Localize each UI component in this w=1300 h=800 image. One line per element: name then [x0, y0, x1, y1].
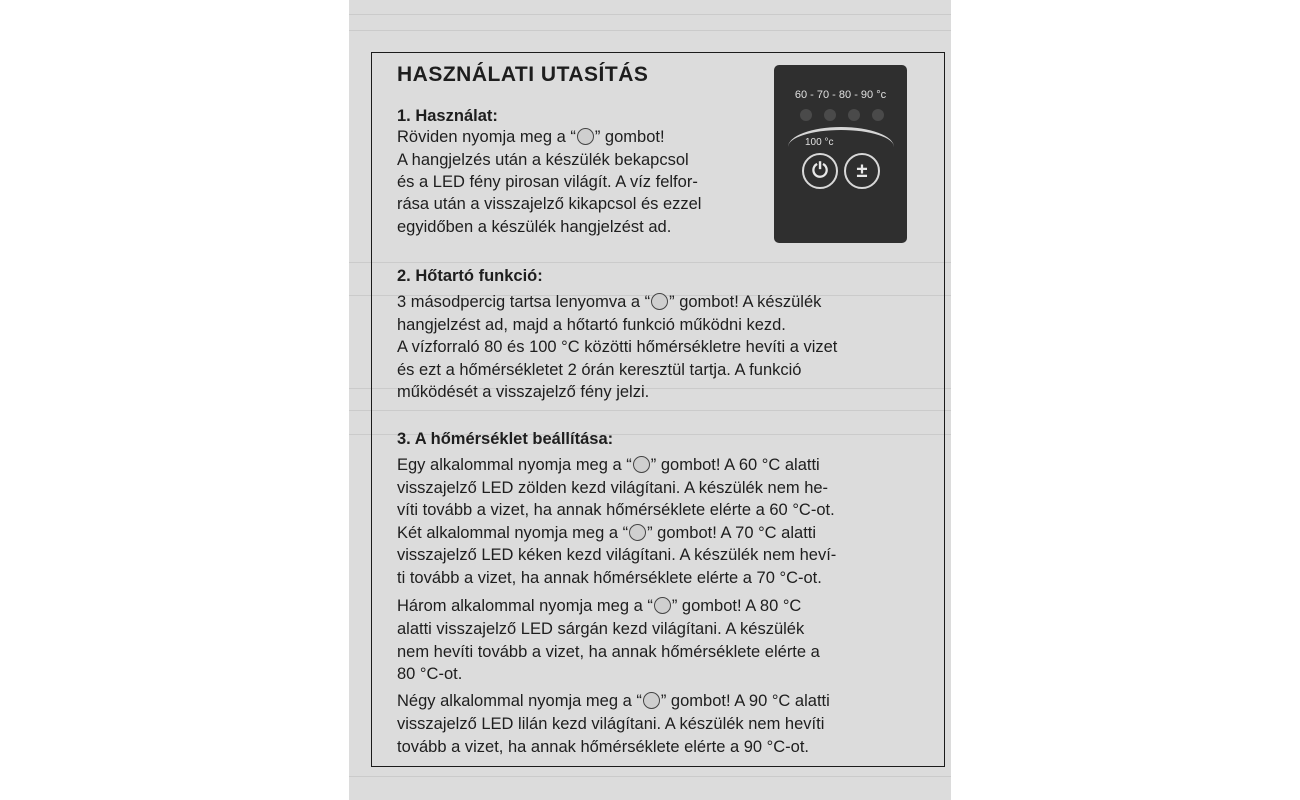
- kettle-button-icon: [643, 692, 660, 709]
- power-button-icon: ⏻: [802, 153, 838, 189]
- led-80: [848, 109, 860, 121]
- text-line: visszajelző LED kéken kezd világítani. A készülék nem heví-: [397, 546, 837, 564]
- section-heading: 1. Használat:: [397, 107, 498, 125]
- text-line: víti tovább a vizet, ha annak hőmérséklete elérte a 60 °C-ot.: [397, 501, 835, 519]
- manual-page: [349, 0, 951, 800]
- text-line: nem hevíti tovább a vizet, ha annak hőmérséklete elérte a: [397, 643, 820, 661]
- kettle-button-icon: [654, 597, 671, 614]
- kettle-button-icon: [577, 128, 594, 145]
- text-line: tovább a vizet, ha annak hőmérséklete elérte a 90 °C-ot.: [397, 738, 810, 756]
- text-line: Négy alkalommal nyomja meg a “ ” gombot! A 90 °C alatti: [397, 692, 830, 710]
- text-line: 80 °C-ot.: [397, 665, 463, 683]
- text-line: visszajelző LED zölden kezd világítani. A készülék nem he-: [397, 479, 829, 497]
- kettle-button-icon: [651, 293, 668, 310]
- text-line: A hangjelzés után a készülék bekapcsol: [397, 151, 689, 169]
- kettle-button-icon: [633, 456, 650, 473]
- kettle-button-icon: [629, 524, 646, 541]
- text-line: ti tovább a vizet, ha annak hőmérséklete elérte a 70 °C-ot.: [397, 569, 822, 587]
- page-title: HASZNÁLATI UTASÍTÁS: [397, 63, 649, 86]
- text-line: Három alkalommal nyomja meg a “ ” gombot! A 80 °C: [397, 597, 802, 615]
- text-line: rása után a visszajelző kikapcsol és ezzel: [397, 195, 702, 213]
- text-line: 3 másodpercig tartsa lenyomva a “ ” gombot! A készülék: [397, 293, 822, 311]
- section-heading: 2. Hőtartó funkció:: [397, 267, 543, 285]
- text-line: alatti visszajelző LED sárgán kezd világítani. A készülék: [397, 620, 805, 638]
- text-line: működését a visszajelző fény jelzi.: [397, 383, 650, 401]
- text-line: hangjelzést ad, majd a hőtartó funkció működni kezd.: [397, 316, 786, 334]
- led-70: [824, 109, 836, 121]
- text-line: és ezt a hőmérsékletet 2 órán keresztül tartja. A funkció: [397, 361, 802, 379]
- text-line: A vízforraló 80 és 100 °C közötti hőmérsékletre hevíti a vizet: [397, 338, 838, 356]
- text-line: visszajelző LED lilán kezd világítani. A készülék nem hevíti: [397, 715, 825, 733]
- led-60: [800, 109, 812, 121]
- text-line: Két alkalommal nyomja meg a “ ” gombot! A 70 °C alatti: [397, 524, 817, 542]
- plus-minus-button-icon: ±: [844, 153, 880, 189]
- temperature-scale-label: 60 - 70 - 80 - 90 °c: [794, 89, 887, 101]
- text-line: Röviden nyomja meg a “ ” gombot!: [397, 128, 665, 146]
- temperature-led-row: [800, 109, 884, 121]
- kettle-control-panel-photo: [774, 65, 907, 243]
- section-heading: 3. A hőmérséklet beállítása:: [397, 430, 614, 448]
- text-line: egyidőben a készülék hangjelzést ad.: [397, 218, 672, 236]
- text-line: és a LED fény pirosan világít. A víz felfor-: [397, 173, 698, 191]
- boil-temperature-label: 100 °c: [805, 137, 834, 148]
- text-line: Egy alkalommal nyomja meg a “ ” gombot! A 60 °C alatti: [397, 456, 820, 474]
- led-90: [872, 109, 884, 121]
